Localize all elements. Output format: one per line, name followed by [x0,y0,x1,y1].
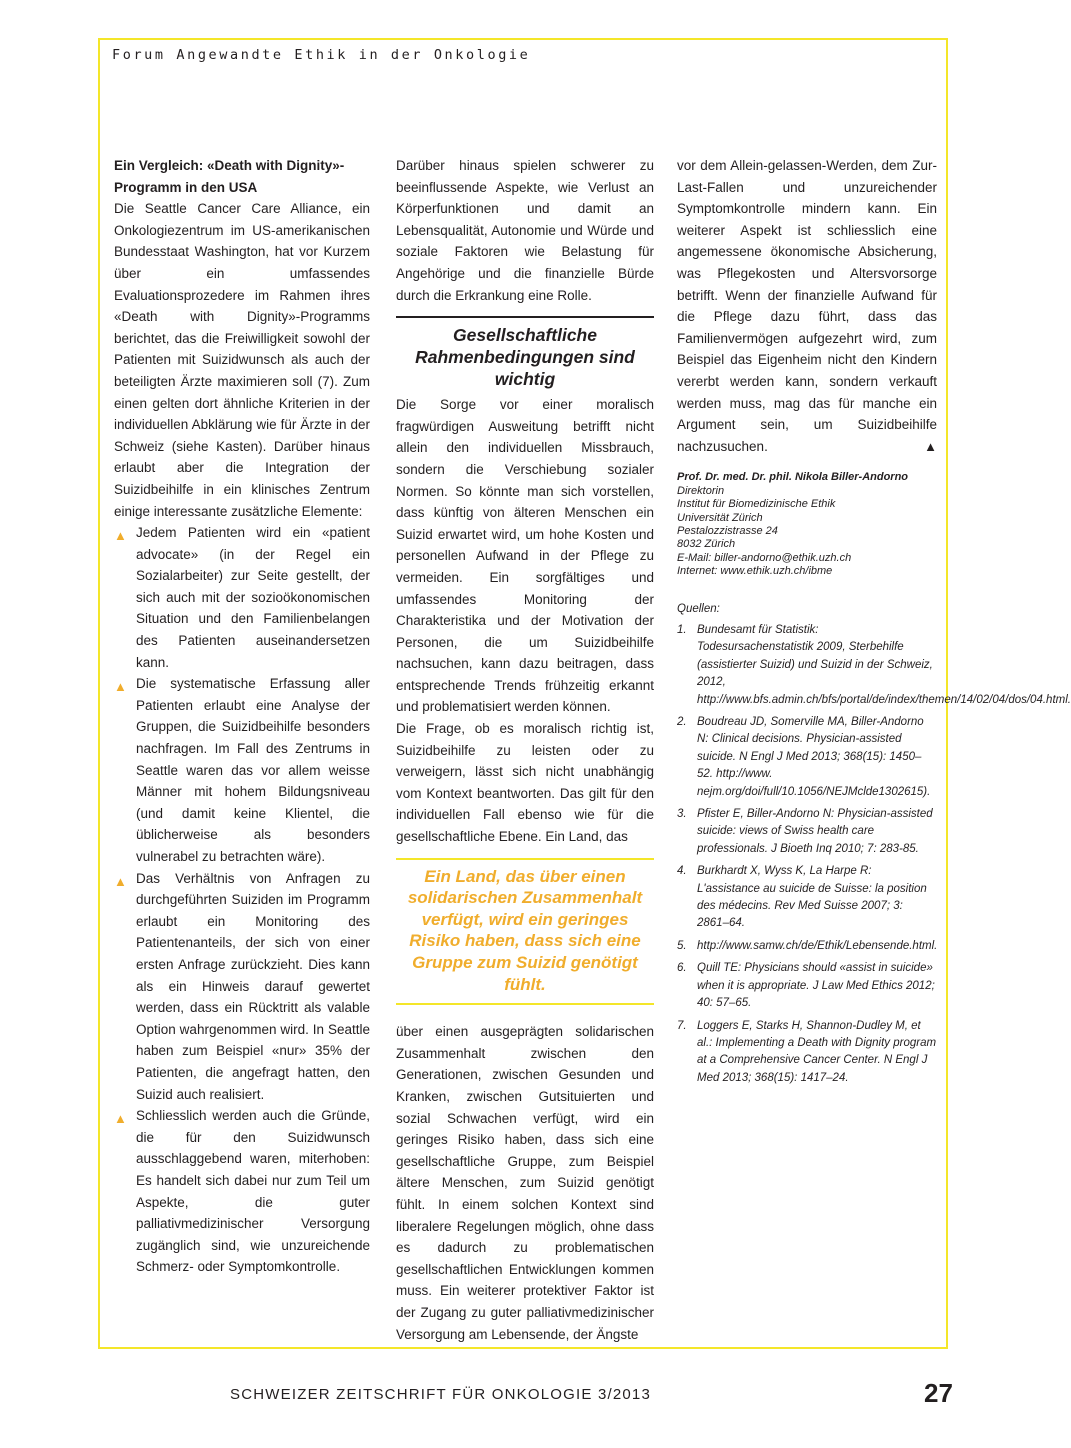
reference-text: Boudreau JD, Somerville MA, Biller-Andorno N: Clinical decisions. Physician-assisted suicide. N Engl J Med 2013; 368(15): 1450–52. http://www. nejm.org/doi/full/10.1056/NEJMclde1302615). [697,716,931,798]
section-heading: Ein Vergleich: «Death with Dignity»-Programm in den USA [114,158,345,195]
author-name: Prof. Dr. med. Dr. phil. Nikola Biller-Andorno [677,471,909,484]
author-line: Internet: www.ethik.uzh.ch/ibme [677,565,833,578]
paragraph: Die Sorge vor einer moralisch fragwürdigen Ausweitung betrifft nicht allein den individuellen Missbrauch, sondern die Verschiebung sozialer Normen. So könnte man sich vorstellen, dass künftig von älteren Menschen ein Suizid erwartet wird, um hohe Kosten und personellen Aufwand in der Pflege zu vermeiden. Ein sorgfältiges und umfassendes Monitoring der Charakteristika und der Motivation der Personen, die um Suizidbeihilfe nachsuchen, kann dazu beitragen, dass entsprechende Trends frühzeitig erkannt und problematisiert werden können. [396,397,654,715]
reference-number: 7. [677,1019,687,1032]
column-1 [114,155,370,1278]
triangle-bullet-icon: ▲ [114,528,127,544]
reference-item [677,938,937,955]
reference-item [677,863,937,933]
pull-quote: Ein Land, das über einen solidarischen Zusammenhalt verfügt, wird ein geringes Risiko haben, dass sich eine Gruppe zum Suizid genötigt fühlt. [407,866,643,994]
end-mark-icon: ▲ [924,438,937,454]
reference-item [677,622,1071,709]
reference-number: 5. [677,939,687,952]
divider [396,1003,654,1005]
bullet-text: Das Verhältnis von Anfragen zu durchgeführten Suiziden im Programm erlaubt ein Monitoring des Patientenanteils, der sich von einer ersten Anfrage zurückzieht. Dies kann als ein Hinweis darauf gewertet werden, dass ein Rücktritt als valable Option wahrgenommen wird. In Seattle haben zum Beispiel «nur» 35% der Patienten, die angefragt hatten, den Suizid auch realisiert. [136,870,370,1102]
reference-text: Bundesamt für Statistik: Todesursachenstatistik 2009, Sterbehilfe (assistierter Suizid) und Suizid in der Schweiz, 2012, http://www.bfs.admin.ch/bfs/portal/de/index/themen/14/02/04/dos/04.html. [697,623,1071,706]
bullet-item [114,1105,370,1278]
reference-text: Loggers E, Starks H, Shannon-Dudley M, et al.: Implementing a Death with Dignity program at a Comprehensive Cancer Center. N Engl J Med 2013; 368(15): 1417–24. [697,1019,937,1084]
paragraph: über einen ausgeprägten solidarischen Zusammenhalt zwischen den Generationen, zwischen Gesunden und Kranken, zwischen Gutsituierten und sozial Schwachen verfügt, wird ein geringes Risiko haben, dass sich eine gesellschaftliche Gruppe, zum Beispiel ältere Menschen, zum Suizid genötigt fühlt. In einem solchen Kontext sind liberalere Regelungen möglich, ohne dass es dadurch zu problematischen gesellschaftlichen Entwicklungen kommen muss. Ein weiterer protektiver Faktor ist der Zugang zu guter palliativmedizinischer Versorgung am Lebensende, der Ängste [396,1024,654,1342]
divider [396,316,654,318]
paragraph: Die Frage, ob es moralisch richtig ist, Suizidbeihilfe zu leisten oder zu verweigern, lässt sich nicht unabhängig vom Kontext beantworten. Das gilt für den individuellen Fall ebenso wie für die gesellschaftliche Ebene. Ein Land, das [396,721,654,845]
reference-text: http://www.samw.ch/de/Ethik/Lebensende.html. [697,939,938,952]
reference-number: 2. [677,716,687,728]
reference-item [677,1018,937,1088]
triangle-bullet-icon: ▲ [114,873,127,889]
bullet-text: Die systematische Erfassung aller Patienten erlaubt eine Analyse der Gruppen, die Suizidbeihilfe besonders nachfragen. Im Fall des Zentrums in Seattle waren das vor allem weisse Männer mit hohem Bildungsniveau (und damit keine Klientel, die üblicherweise als besonders vulnerabel zu betrachten wäre). [136,676,370,864]
reference-item [677,806,937,858]
reference-text: Quill TE: Physicians should «assist in suicide» when it is appropriate. J Law Med Ethics 2012; 40: 57–65. [697,962,935,1010]
bullet-item [114,673,370,867]
paragraph: Darüber hinaus spielen schwerer zu beeinflussende Aspekte, wie Verlust an Körperfunktionen und damit an Lebensqualität, Autonomie und Würde und soziale Faktoren wie Belastung für Angehörige und die finanzielle Bürde durch die Erkrankung eine Rolle. [396,158,654,303]
column-2 [396,155,654,1345]
reference-item [677,714,937,801]
page-number: 27 [924,1378,953,1408]
reference-text: Pfister E, Biller-Andorno N: Physician-assisted suicide: views of Swiss health care professionals. J Bioeth Inq 2010; 7: 283-85. [697,808,933,855]
reference-number: 6. [677,962,687,975]
references [677,601,1071,1088]
bullet-text: Jedem Patienten wird ein «patient advocate» (in der Regel ein Sozialarbeiter) zur Seite gestellt, der sich auch mit der sozioökonomischen Situation und den Familienbelangen des Patienten auseinandersetzen kann. [136,525,370,670]
author-line: Pestalozzistrasse 24 [677,524,778,537]
reference-number: 3. [677,808,687,821]
author-block [677,471,937,578]
author-line: Institut für Biomedizinische Ethik [677,498,836,511]
bullet-item [114,868,370,1106]
reference-text: Burkhardt X, Wyss K, La Harpe R: L'assistance au suicide de Suisse: la position des médecins. Rev Med Suisse 2007; 3: 2861–64. [697,865,927,930]
author-line: Direktorin [677,484,725,497]
paragraph-text: vor dem Allein-gelassen-Werden, dem Zur-Last-Fallen und unzureichender Symptomkontrolle mindern kann. Ein weiterer Aspekt ist schliesslich eine angemessene ökonomische Absicherung, was Pflegekosten und Altersvorsorge betrifft. Wenn der finanzielle Aufwand für die Pflege dazu führt, dass das Familienvermögen aufgezehrt wird, zum Beispiel das Eigenheim nicht den Kindern vererbt werden kann, sondern verkauft werden muss, mag das für manche ein Argument sein, um Suizidbeihilfe nachzusuchen. [677,158,937,454]
paragraph: Die Seattle Cancer Care Alliance, ein Onkologiezentrum im US-amerikanischen Bundesstaat Washington, hat vor Kurzem über ein umfassendes Evaluationsprozedere im Rahmen ihres «Death with Dignity»-Programms berichtet, das die Freiwilligkeit sowohl der Patienten mit Suizidwunsch als auch der beteiligten Ärzte maximieren soll (7). Zum einen gelten dort ähnliche Kriterien in der individuellen Abklärung wie für Ärzte in der Schweiz (siehe Kasten). Darüber hinaus erlaubt aber die Integration der Suizidbeihilfe in ein klinisches Zentrum einige interessante zusätzliche Elemente: [114,201,370,519]
paragraph [677,155,937,457]
column-3 [677,155,1071,1092]
references-title: Quellen: [677,602,720,615]
bullet-item [114,522,370,673]
reference-number: 4. [677,865,687,878]
author-line: E-Mail: biller-andorno@ethik.uzh.ch [677,551,852,564]
triangle-bullet-icon: ▲ [114,1111,127,1127]
bullet-text: Schliesslich werden auch die Gründe, die für den Suizidwunsch ausschlaggebend waren, miterhoben: Es handelt sich dabei nur zum Teil um Aspekte, die guter palliativmedizinischer Versorgung zugänglich sind, wie unzureichende Schmerz- oder Symptomkontrolle. [136,1108,370,1275]
reference-number: 1. [677,623,687,636]
section-header: Forum Angewandte Ethik in der Onkologie [112,47,531,63]
subheading: Gesellschaftliche Rahmenbedingungen sind wichtig [415,325,635,390]
author-line: Universität Zürich [677,511,763,524]
journal-footer: SCHWEIZER ZEITSCHRIFT FÜR ONKOLOGIE 3/2013 [230,1386,652,1403]
author-line: 8032 Zürich [677,538,736,551]
triangle-bullet-icon: ▲ [114,679,127,695]
reference-item [677,960,937,1012]
